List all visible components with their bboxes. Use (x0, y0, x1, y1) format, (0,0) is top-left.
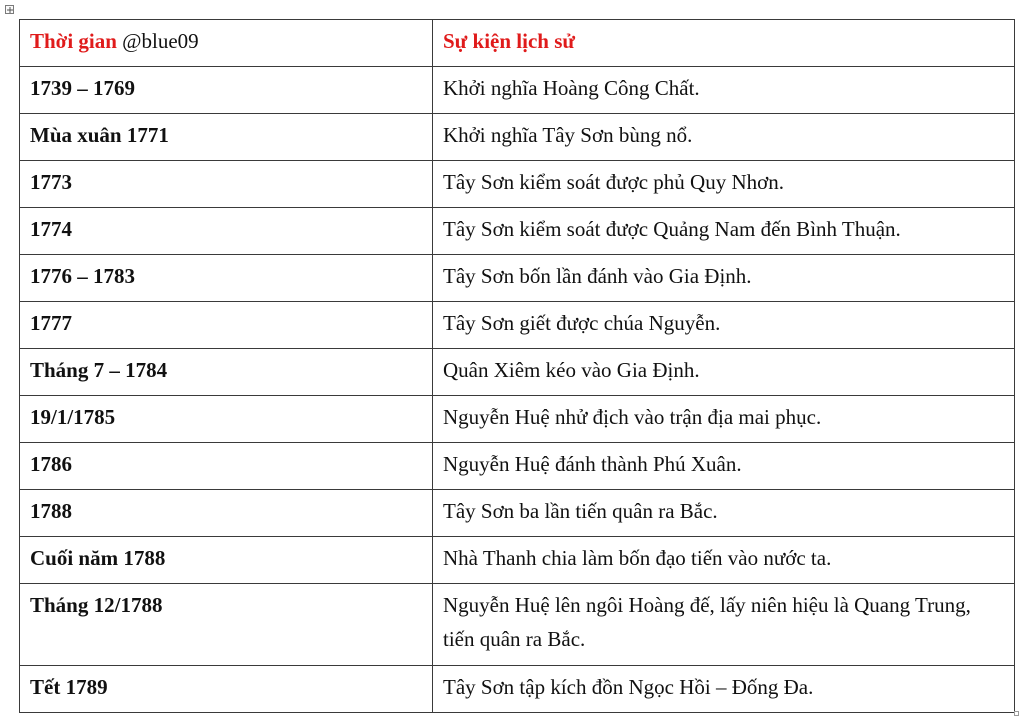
event-cell: Tây Sơn kiểm soát được phủ Quy Nhơn. (433, 161, 1015, 208)
table-row (20, 67, 1015, 114)
event-cell: Tây Sơn ba lần tiến quân ra Bắc. (433, 490, 1015, 537)
time-cell: 19/1/1785 (20, 396, 433, 443)
event-cell: Khởi nghĩa Tây Sơn bùng nổ. (433, 114, 1015, 161)
header-event-label: Sự kiện lịch sử (443, 29, 575, 53)
event-cell: Tây Sơn giết được chúa Nguyễn. (433, 302, 1015, 349)
table-row (20, 490, 1015, 537)
time-cell: Tết 1789 (20, 666, 433, 713)
table-row (20, 208, 1015, 255)
event-cell: Nguyễn Huệ nhử địch vào trận địa mai phục. (433, 396, 1015, 443)
event-cell: Khởi nghĩa Hoàng Công Chất. (433, 67, 1015, 114)
table-move-handle-icon[interactable] (5, 5, 14, 14)
event-cell: Quân Xiêm kéo vào Gia Định. (433, 349, 1015, 396)
table-row (20, 584, 1015, 666)
header-time-cell (20, 20, 433, 67)
header-event-cell (433, 20, 1015, 67)
header-user-tag: @blue09 (122, 29, 199, 53)
event-cell: Nguyễn Huệ lên ngôi Hoàng đế, lấy niên hiệu là Quang Trung, tiến quân ra Bắc. (433, 584, 1015, 666)
event-cell: Nguyễn Huệ đánh thành Phú Xuân. (433, 443, 1015, 490)
time-cell: 1773 (20, 161, 433, 208)
event-cell: Nhà Thanh chia làm bốn đạo tiến vào nước ta. (433, 537, 1015, 584)
table-row (20, 255, 1015, 302)
time-cell: 1786 (20, 443, 433, 490)
time-cell: Tháng 12/1788 (20, 584, 433, 666)
table-header-row (20, 20, 1015, 67)
move-arrows-icon (6, 6, 15, 15)
time-cell: 1788 (20, 490, 433, 537)
time-cell: 1776 – 1783 (20, 255, 433, 302)
table-row (20, 114, 1015, 161)
event-cell: Tây Sơn kiểm soát được Quảng Nam đến Bình Thuận. (433, 208, 1015, 255)
table-row (20, 666, 1015, 713)
table-row (20, 443, 1015, 490)
table-row (20, 349, 1015, 396)
table-resize-handle[interactable] (1014, 711, 1019, 716)
time-cell: 1777 (20, 302, 433, 349)
table-row (20, 302, 1015, 349)
table-row (20, 396, 1015, 443)
table-row (20, 161, 1015, 208)
history-table (19, 19, 1015, 713)
time-cell: 1774 (20, 208, 433, 255)
time-cell: Mùa xuân 1771 (20, 114, 433, 161)
time-cell: Cuối năm 1788 (20, 537, 433, 584)
event-cell: Tây Sơn bốn lần đánh vào Gia Định. (433, 255, 1015, 302)
table-row (20, 537, 1015, 584)
header-time-label: Thời gian (30, 29, 117, 53)
event-cell: Tây Sơn tập kích đồn Ngọc Hồi – Đống Đa. (433, 666, 1015, 713)
time-cell: 1739 – 1769 (20, 67, 433, 114)
time-cell: Tháng 7 – 1784 (20, 349, 433, 396)
